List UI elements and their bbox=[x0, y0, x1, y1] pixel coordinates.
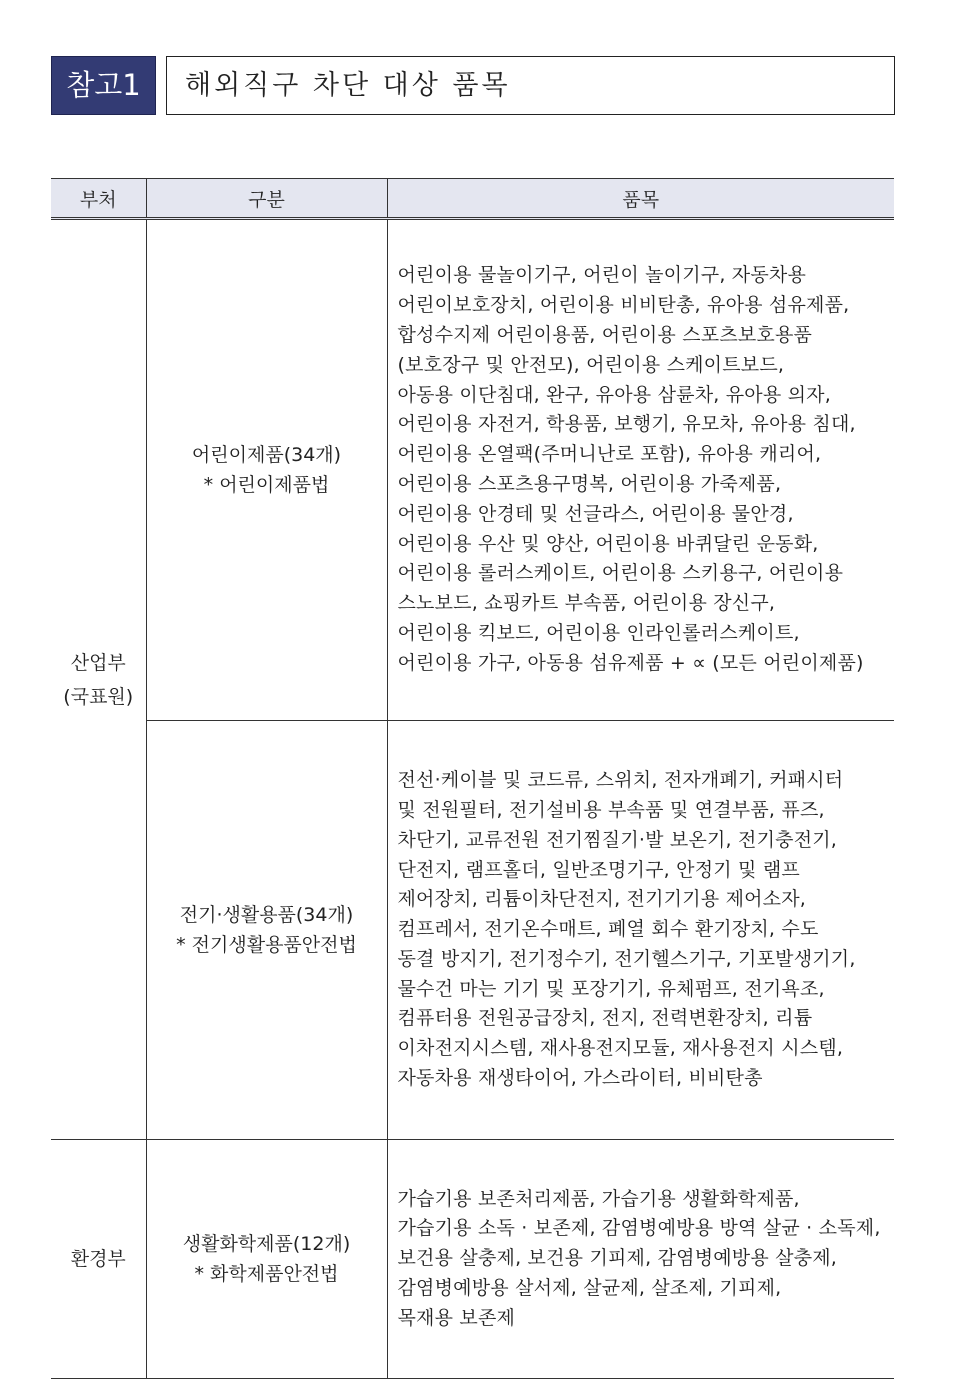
category-name: 생활화학제품(12개) bbox=[182, 1233, 351, 1255]
item-line: 이차전지시스템, 재사용전지모듈, 재사용전지 시스템, bbox=[397, 1037, 844, 1060]
item-line: 차단기, 교류전원 전기찜질기·발 보온기, 전기충전기, bbox=[397, 828, 838, 851]
dept-name: 산업부 bbox=[70, 651, 126, 674]
reference-badge: 참고1 bbox=[51, 56, 156, 115]
blocked-items-table bbox=[51, 178, 894, 1379]
table-row bbox=[51, 219, 894, 721]
item-line: 어린이용 안경테 및 선글라스, 어린이용 물안경, bbox=[397, 502, 794, 525]
item-line: 물수건 마는 기기 및 포장기기, 유체펌프, 전기욕조, bbox=[397, 977, 825, 1000]
item-line: 어린이용 온열팩(주머니난로 포함), 유아용 캐리어, bbox=[397, 443, 822, 466]
column-header-dept: 부처 bbox=[51, 179, 146, 219]
category-cell bbox=[146, 1140, 387, 1379]
item-line: 어린이용 자전거, 학용품, 보행기, 유모차, 유아용 침대, bbox=[397, 413, 856, 436]
item-line: 어린이용 물놀이기구, 어린이 놀이기구, 자동차용 bbox=[397, 264, 807, 287]
dept-cell bbox=[51, 219, 146, 1140]
item-line: 컴퓨터용 전원공급장치, 전지, 전력변환장치, 리튬 bbox=[397, 1007, 813, 1030]
category-law: * 화학제품안전법 bbox=[194, 1263, 339, 1285]
item-line: 아동용 이단침대, 완구, 유아용 삼륜차, 유아용 의자, bbox=[397, 383, 831, 406]
item-line: (보호장구 및 안전모), 어린이용 스케이트보드, bbox=[397, 353, 785, 376]
column-header-items: 품목 bbox=[387, 179, 894, 219]
category-law: * 어린이제품법 bbox=[203, 474, 330, 496]
item-line: 단전지, 램프홀더, 일반조명기구, 안정기 및 램프 bbox=[397, 858, 800, 881]
item-line: 어린이용 롤러스케이트, 어린이용 스키용구, 어린이용 bbox=[397, 562, 844, 585]
category-law: * 전기생활용품안전법 bbox=[176, 934, 357, 956]
item-line: 전선·케이블 및 코드류, 스위치, 전자개폐기, 커패시터 bbox=[397, 769, 844, 792]
item-line: 컴프레서, 전기온수매트, 폐열 회수 환기장치, 수도 bbox=[397, 918, 819, 941]
item-line: 동결 방지기, 전기정수기, 전기헬스기구, 기포발생기기, bbox=[397, 947, 856, 970]
item-line: 어린이용 우산 및 양산, 어린이용 바퀴달린 운동화, bbox=[397, 532, 819, 555]
page-title: 해외직구 차단 대상 품목 bbox=[166, 56, 895, 115]
table-header-row bbox=[51, 179, 894, 219]
table-row bbox=[51, 721, 894, 1140]
dept-agency: (국표원) bbox=[63, 685, 134, 708]
item-line: 어린이보호장치, 어린이용 비비탄총, 유아용 섬유제품, bbox=[397, 294, 850, 317]
category-name: 어린이제품(34개) bbox=[191, 444, 342, 466]
item-line: 어린이용 스포츠용구명복, 어린이용 가죽제품, bbox=[397, 473, 782, 495]
dept-name: 환경부 bbox=[70, 1248, 126, 1270]
category-cell bbox=[146, 721, 387, 1140]
column-header-category: 구분 bbox=[146, 179, 387, 219]
items-cell bbox=[387, 219, 894, 721]
item-line: 가습기용 보존처리제품, 가습기용 생활화학제품, bbox=[397, 1187, 800, 1210]
item-line: 스노보드, 쇼핑카트 부속품, 어린이용 장신구, bbox=[397, 592, 776, 615]
item-line: 제어장치, 리튬이차단전지, 전기기기용 제어소자, bbox=[397, 888, 807, 911]
item-line: 및 전원필터, 전기설비용 부속품 및 연결부품, 퓨즈, bbox=[397, 798, 825, 821]
item-line: 보건용 살충제, 보건용 기피제, 감염병예방용 살충제, bbox=[397, 1247, 838, 1270]
item-line: 자동차용 재생타이어, 가스라이터, 비비탄총 bbox=[397, 1067, 763, 1090]
title-block bbox=[51, 56, 895, 115]
items-cell bbox=[387, 721, 894, 1140]
item-line: 목재용 보존제 bbox=[397, 1306, 516, 1329]
item-line: 합성수지제 어린이용품, 어린이용 스포츠보호용품 bbox=[397, 324, 813, 347]
item-line: 어린이용 킥보드, 어린이용 인라인롤러스케이트, bbox=[397, 621, 800, 644]
dept-cell bbox=[51, 1140, 146, 1379]
table-row bbox=[51, 1140, 894, 1379]
item-line: 가습기용 소독 · 보존제, 감염병예방용 방역 살균 · 소독제, bbox=[397, 1217, 881, 1240]
category-cell bbox=[146, 219, 387, 721]
category-name: 전기·생활용품(34개) bbox=[179, 904, 354, 926]
item-line: 어린이용 가구, 아동용 섬유제품 + ∝ (모든 어린이제품) bbox=[397, 651, 864, 674]
items-cell bbox=[387, 1140, 894, 1379]
item-line: 감염병예방용 살서제, 살균제, 살조제, 기피제, bbox=[397, 1276, 782, 1299]
